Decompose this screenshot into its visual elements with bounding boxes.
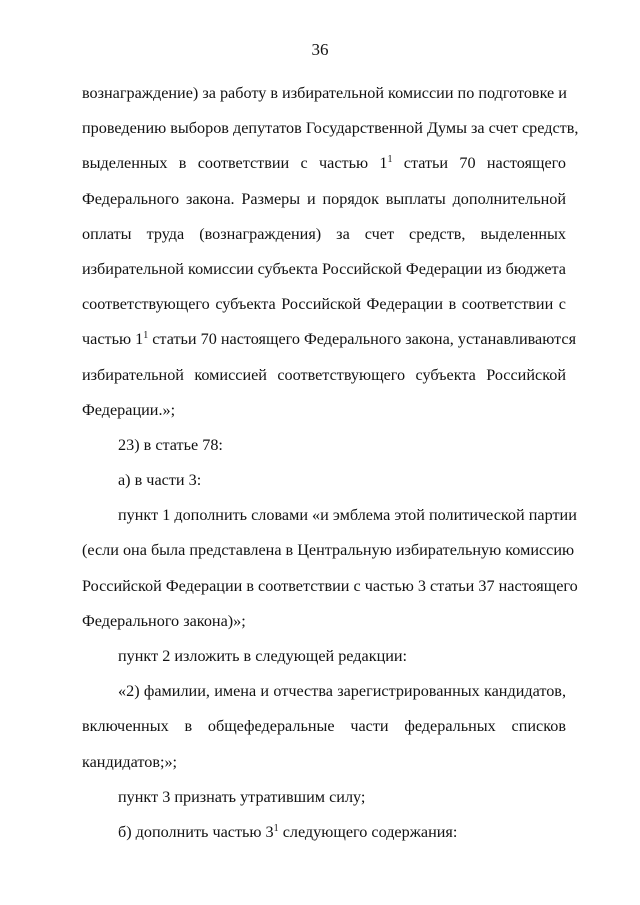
text-segment: выделенных в соответствии с частью 1 xyxy=(82,154,388,173)
page-number: 36 xyxy=(311,40,329,59)
text-line: пункт 3 признать утратившим силу; xyxy=(118,787,366,806)
document-body xyxy=(82,76,579,850)
text-line: вознаграждение) за работу в избирательной комиссии по подготовке и xyxy=(82,84,567,102)
text-line xyxy=(82,815,566,850)
text-line: Федерации.»; xyxy=(82,400,176,419)
text-segment: частью 1 xyxy=(82,330,144,349)
text-line: «2) фамилии, имена и отчества зарегистрированных кандидатов, xyxy=(118,682,566,701)
text-line: (если она была представлена в Центральную избирательную комиссию xyxy=(82,541,575,560)
text-line: Российской Федерации в соответствии с частью 3 статьи 37 настоящего xyxy=(82,576,578,595)
text-line: проведению выборов депутатов Государственной Думы за счет средств, xyxy=(82,119,579,138)
text-segment: б) дополнить частью 3 xyxy=(118,822,274,841)
superscript: 1 xyxy=(143,330,149,342)
text-line: избирательной комиссии субъекта Российской Федерации из бюджета xyxy=(82,259,566,278)
text-line: пункт 2 изложить в следующей редакции: xyxy=(118,647,408,665)
text-line xyxy=(82,146,566,181)
text-line: избирательной комиссией соответствующего субъекта Российской xyxy=(82,365,566,384)
text-line: кандидатов;»; xyxy=(82,752,178,771)
superscript: 1 xyxy=(273,822,279,834)
text-segment: следующего содержания: xyxy=(278,822,458,841)
superscript: 1 xyxy=(387,154,393,166)
text-line: соответствующего субъекта Российской Федерации в соответствии с xyxy=(82,295,566,314)
text-line: пункт 1 дополнить словами «и эмблема этой политической партии xyxy=(118,506,577,525)
text-segment: статьи 70 настоящего xyxy=(392,154,566,173)
text-line: включенных в общефедеральные части федеральных списков xyxy=(82,717,566,736)
text-line: 23) в статье 78: xyxy=(118,435,223,454)
text-segment: статьи 70 настоящего Федерального закона, устанавливаются xyxy=(148,330,577,349)
text-line: Федерального закона. Размеры и порядок выплаты дополнительной xyxy=(82,189,566,208)
text-line: Федерального закона)»; xyxy=(82,611,246,630)
text-line: оплаты труда (вознаграждения) за счет средств, выделенных xyxy=(82,224,566,243)
text-line xyxy=(82,322,577,357)
text-line: а) в части 3: xyxy=(118,471,202,490)
